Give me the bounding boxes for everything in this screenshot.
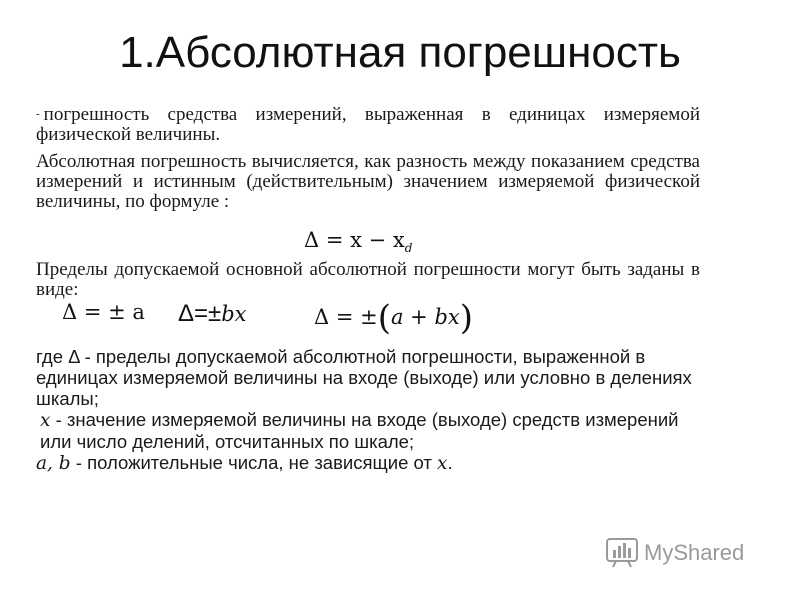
where-ab-x: x	[437, 453, 448, 474]
formula-limit-bx	[178, 300, 247, 328]
myshared-logo	[606, 536, 744, 570]
watermark-text: MyShared	[644, 540, 745, 565]
main-formula-body: Δ = x − x	[304, 228, 405, 252]
where-block	[36, 346, 700, 474]
main-formula-subscript: d	[404, 241, 413, 256]
formula-delta-pm: Δ=±	[178, 300, 222, 327]
calculation-paragraph: Абсолютная погрешность вычисляется, как разность между показанием средства измерений и истинным (действительным) значением измеряемой физической величины, по формуле :	[36, 151, 700, 212]
limits-paragraph: Пределы допускаемой основной абсолютной погрешности могут быть заданы в виде:	[36, 259, 700, 300]
where-ab-end: .	[447, 452, 453, 473]
formula-limit-a: Δ = ± a	[62, 300, 145, 324]
main-formula	[304, 228, 412, 255]
dash-marker: -	[36, 108, 40, 120]
where-ab-symbol: a, b	[36, 453, 71, 474]
where-x-line	[36, 409, 700, 452]
where-ab-text: - положительные числа, не зависящие от	[70, 452, 438, 473]
where-x-symbol: x	[40, 410, 51, 431]
slide-title: 1.Абсолютная погрешность	[119, 28, 681, 77]
formula-bx: bx	[221, 302, 247, 326]
where-x-text: - значение измеряемой величины на входе (выходе) средств измерений или число делений, отсчитанных по шкале;	[40, 409, 679, 452]
formula-inner: a + bx	[390, 305, 460, 329]
definition-paragraph	[36, 104, 700, 145]
chart-icon	[606, 538, 638, 568]
where-delta-text: где Δ - пределы допускаемой абсолютной погрешности, выраженной в единицах измеряемой величины на входе (выходе) или условно в делениях шкалы;	[36, 346, 692, 409]
definition-text: погрешность средства измерений, выраженная в единицах измеряемой физической величины.	[36, 104, 700, 145]
formula-left-part: Δ = ±	[314, 305, 378, 329]
formula-limit-a-plus-bx: Δ = ±(a + bx)	[314, 298, 474, 338]
where-ab-line	[36, 452, 700, 474]
